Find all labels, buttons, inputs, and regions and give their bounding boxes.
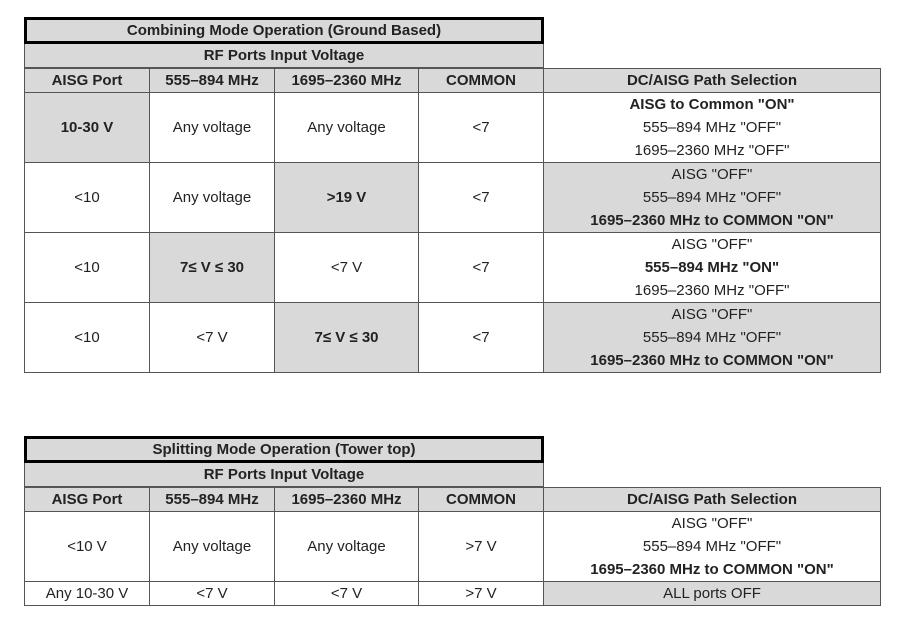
header-1695-2360: 1695–2360 MHz	[275, 488, 419, 512]
combining-table-title	[24, 17, 544, 44]
table-row	[25, 233, 881, 303]
cell-high-band: Any voltage	[275, 93, 419, 163]
cell-high-band: <7 V	[275, 582, 419, 606]
splitting-title-text: Splitting Mode Operation (Tower top)	[152, 441, 416, 458]
path-line: AISG "OFF"	[671, 306, 753, 323]
path-line: 555–894 MHz "ON"	[644, 259, 780, 276]
cell-low-band: 7≤ V ≤ 30	[150, 233, 275, 303]
path-line: 1695–2360 MHz "OFF"	[634, 282, 790, 299]
header-555-894: 555–894 MHz	[150, 488, 275, 512]
splitting-header-row	[25, 488, 881, 512]
combining-table	[24, 68, 881, 373]
path-line: ALL ports OFF	[663, 585, 761, 602]
cell-path-selection	[544, 582, 881, 606]
header-common: COMMON	[419, 69, 544, 93]
cell-low-band: Any voltage	[150, 163, 275, 233]
combining-subtitle	[24, 44, 544, 68]
cell-common: <7	[419, 233, 544, 303]
header-1695-2360: 1695–2360 MHz	[275, 69, 419, 93]
cell-low-band: Any voltage	[150, 512, 275, 582]
cell-low-band: <7 V	[150, 303, 275, 373]
header-path-selection: DC/AISG Path Selection	[544, 69, 881, 93]
splitting-subtitle-text: RF Ports Input Voltage	[203, 466, 365, 483]
splitting-table-title	[24, 436, 544, 463]
table-row	[25, 512, 881, 582]
path-line: AISG to Common "ON"	[629, 96, 795, 113]
path-line: 555–894 MHz "OFF"	[642, 189, 782, 206]
cell-common: >7 V	[419, 582, 544, 606]
path-line: 1695–2360 MHz to COMMON "ON"	[590, 212, 834, 229]
cell-common: >7 V	[419, 512, 544, 582]
cell-aisg: <10 V	[25, 512, 150, 582]
cell-low-band: Any voltage	[150, 93, 275, 163]
path-line: 555–894 MHz "OFF"	[642, 538, 782, 555]
path-line: 1695–2360 MHz "OFF"	[634, 142, 790, 159]
path-line: 555–894 MHz "OFF"	[642, 119, 782, 136]
path-line: 555–894 MHz "OFF"	[642, 329, 782, 346]
cell-high-band: >19 V	[275, 163, 419, 233]
cell-aisg: <10	[25, 303, 150, 373]
table-row	[25, 163, 881, 233]
cell-aisg: <10	[25, 233, 150, 303]
header-path-selection: DC/AISG Path Selection	[544, 488, 881, 512]
cell-common: <7	[419, 303, 544, 373]
combining-subtitle-text: RF Ports Input Voltage	[203, 47, 365, 64]
cell-aisg: Any 10-30 V	[25, 582, 150, 606]
cell-path-selection	[544, 163, 881, 233]
cell-path-selection	[544, 233, 881, 303]
combining-title-text: Combining Mode Operation (Ground Based)	[126, 22, 442, 39]
path-line: 1695–2360 MHz to COMMON "ON"	[590, 561, 834, 578]
table-row	[25, 93, 881, 163]
cell-path-selection	[544, 303, 881, 373]
cell-path-selection	[544, 512, 881, 582]
table-row	[25, 582, 881, 606]
cell-aisg: 10-30 V	[25, 93, 150, 163]
cell-path-selection	[544, 93, 881, 163]
header-555-894: 555–894 MHz	[150, 69, 275, 93]
cell-high-band: Any voltage	[275, 512, 419, 582]
splitting-table	[24, 487, 881, 606]
splitting-subtitle	[24, 463, 544, 487]
cell-common: <7	[419, 93, 544, 163]
path-line: AISG "OFF"	[671, 236, 753, 253]
cell-common: <7	[419, 163, 544, 233]
cell-high-band: <7 V	[275, 233, 419, 303]
table-row	[25, 303, 881, 373]
combining-header-row	[25, 69, 881, 93]
header-aisg-port: AISG Port	[25, 69, 150, 93]
cell-low-band: <7 V	[150, 582, 275, 606]
path-line: AISG "OFF"	[671, 515, 753, 532]
path-line: AISG "OFF"	[671, 166, 753, 183]
header-common: COMMON	[419, 488, 544, 512]
header-aisg-port: AISG Port	[25, 488, 150, 512]
cell-aisg: <10	[25, 163, 150, 233]
path-line: 1695–2360 MHz to COMMON "ON"	[590, 352, 834, 369]
cell-high-band: 7≤ V ≤ 30	[275, 303, 419, 373]
